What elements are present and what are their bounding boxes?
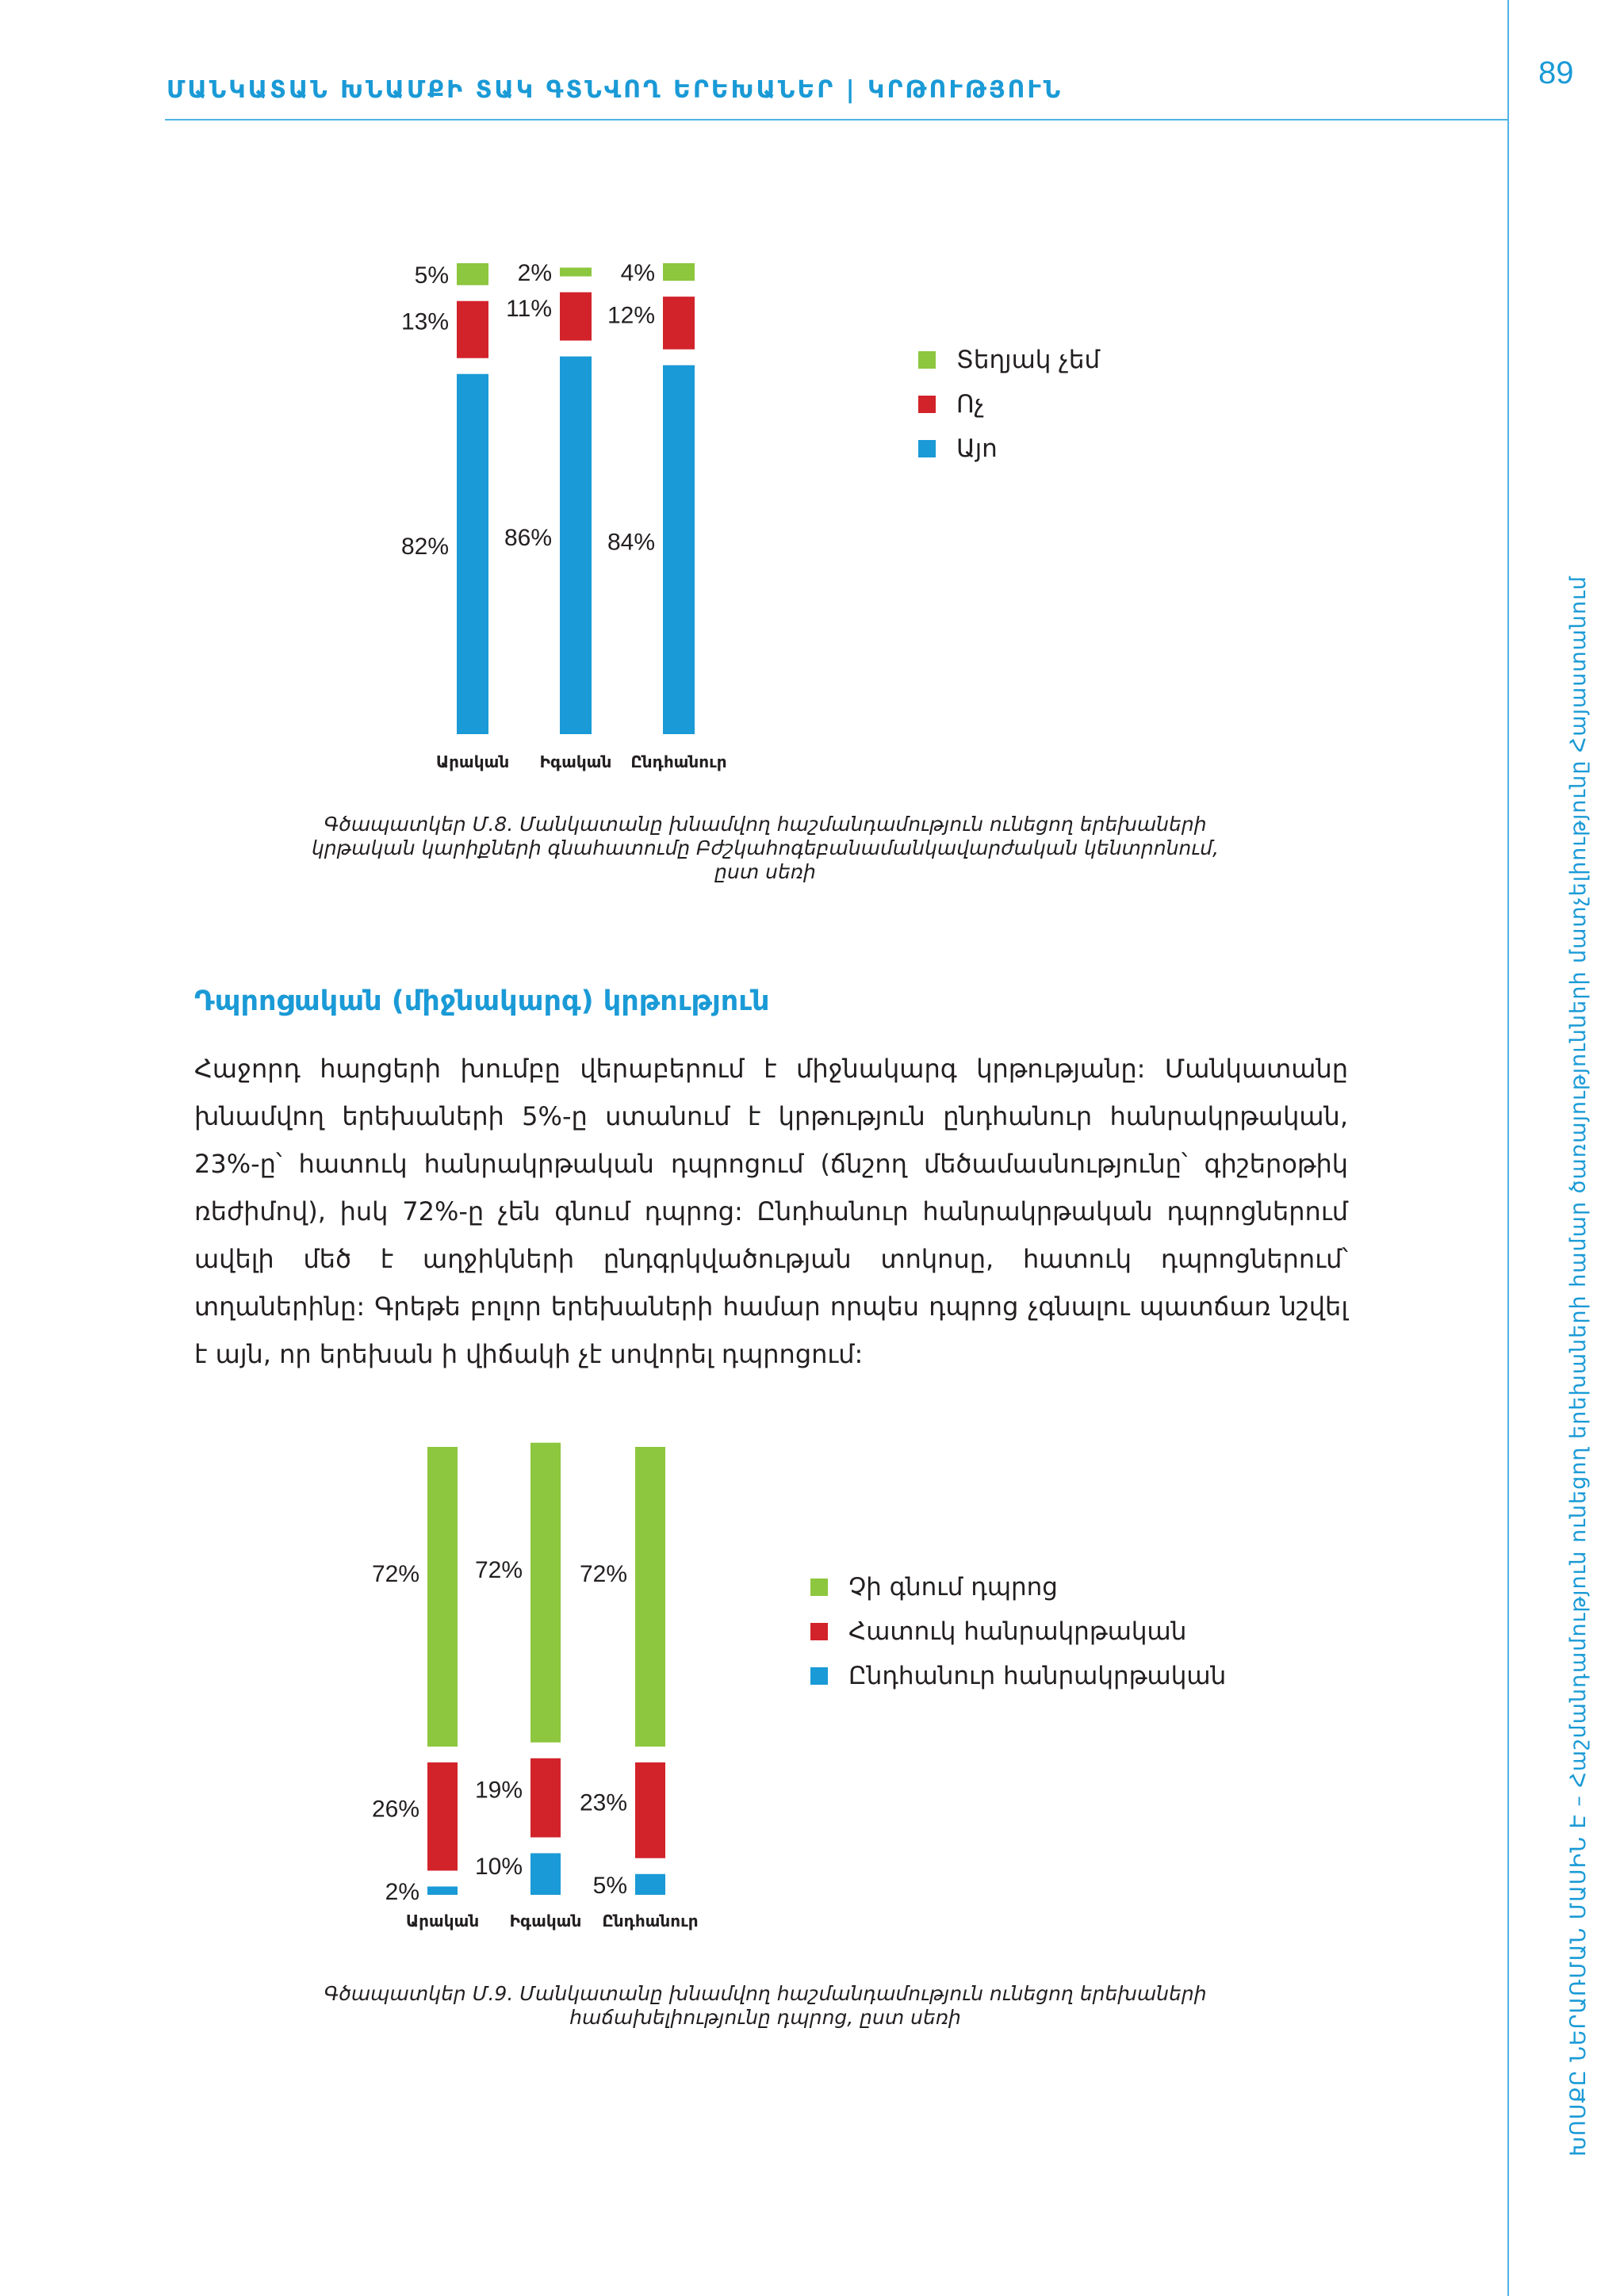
chart2-data-label: 5% [592,1872,627,1899]
legend-swatch-red [810,1623,828,1640]
legend-label: Հատուկ հանրակրթական [848,1617,1187,1646]
running-header: ՄԱՆԿԱՏԱՆ ԽՆԱՄՔԻ ՏԱԿ ԳՏՆՎՈՂ ԵՐԵԽԱՆԵՐ | ԿՐԹՈՒԹՅՈՒՆ [167,76,1063,104]
legend-label: Այո [956,434,998,463]
chart2-bar-Ընդհանուր-Ընդհանուր հանրակրթական [635,1874,665,1895]
page-number: 89 [1538,55,1574,90]
legend-item-no-school [810,1565,1226,1609]
chart1-data-label: 82% [400,533,449,560]
caption-line: Գծապատկեր Մ.9. Մանկատանը խնամվող հաշմանդամություն ունեցող երեխաների [324,1982,1207,2005]
legend-item-general-school [810,1654,1226,1698]
caption-line: հաճախելիությունը դպրոց, ըստ սեռի [569,2006,961,2029]
figure2-caption [270,1982,1261,2030]
chart2-category-label: Արական [405,1911,480,1931]
legend-label: Ոչ [956,390,985,419]
side-running-title: ԽՈՍՔԸ ՆԵՐԱՌՄԱՆ ՄԱՍԻՆ Է – Հաշմանդամություն ունեցող երեխաների համար ծառայությունների մատչելիությունը Հայաստանում [1566,576,1591,2156]
caption-line: կրթական կարիքների գնահատումը Բժշկահոգեբանամանկավարժական կենտրոնում, [312,836,1219,859]
legend-label: Ընդհանուր հանրակրթական [848,1662,1227,1690]
chart2-bar-Իգական-Չի գնում դպրոց [530,1443,561,1743]
chart1-data-label: 11% [506,296,552,323]
chart2-data-label: 72% [579,1561,627,1587]
chart1-category-label: Իգական [539,752,612,771]
chart2-bar-Արական-Չի գնում դպրոց [427,1447,458,1747]
chart1-data-label: 13% [400,308,449,335]
legend-label: Չի գնում դպրոց [848,1573,1058,1601]
chart2-category-label: Իգական [509,1911,582,1931]
legend-swatch-green [810,1578,828,1596]
caption-line: ըստ սեռի [714,860,816,883]
chart2-legend [810,1565,1226,1698]
chart2-bar-Արական-Ընդհանուր հանրակրթական [427,1887,458,1896]
chart2-data-label: 72% [371,1561,419,1587]
chart2-data-label: 23% [579,1789,627,1816]
chart2-data-label: 10% [474,1853,523,1880]
chart2-bar-Ընդհանուր-Չի գնում դպրոց [635,1447,665,1747]
chart1-category-label: Արական [435,752,510,771]
chart1-category-label: Ընդհանուր [630,752,727,771]
legend-label: Տեղյակ չեմ [956,346,1101,374]
chart2-data-label: 19% [474,1777,523,1804]
chart1-data-label: 5% [414,262,449,289]
caption-line: Գծապատկեր Մ.8. Մանկատանը խնամվող հաշմանդամություն ունեցող երեխաների [324,813,1207,836]
chart2-bar-Իգական-Հատուկ հանրակրթական [530,1758,561,1838]
chart2-bar-Արական-Հատուկ հանրակրթական [427,1762,458,1871]
body-paragraph: Հաջորդ հարցերի խումբը վերաբերում է միջնակարգ կրթությանը: Մանկատանը խնամվող երեխաների 5%-ը ստանում է կրթություն ընդհանուր հանրակրթական, 23%-ը՝ հատուկ հանրակրթական դպրոցում (ճնշող մեծամասնությունը՝ գիշերօթիկ ռեժիմով), իսկ 72%-ը չեն գնում դպրոց: Ընդհանուր հանրակրթական դպրոցներում ավելի մեծ է աղջիկների ընդգրկվածության տոկոսը, հատուկ դպրոցներում՝ տղաներինը: Գրեթե բոլոր երեխաների համար որպես դպրոց չգնալու պատճառ նշվել է այն, որ երեխան ի վիճակի չէ սովորել դպրոցում: [194,1054,1348,1369]
chart2-data-label: 72% [474,1556,523,1583]
chart1-data-label: 84% [607,529,655,556]
section-heading: Դպրոցական (միջնակարգ) կրթություն [194,985,770,1017]
chart2-category-label: Ընդհանուր [602,1911,699,1931]
chart2-bar-Իգական-Ընդհանուր հանրակրթական [530,1854,561,1896]
chart2-bar-Ընդհանուր-Հատուկ հանրակրթական [635,1762,665,1858]
chart1-data-label: 86% [504,524,552,551]
legend-swatch-blue [810,1667,828,1685]
chart2-data-label: 2% [385,1878,419,1905]
chart2-data-label: 26% [371,1796,419,1823]
chart1-data-label: 2% [517,260,552,287]
legend-item-special-school [810,1609,1226,1654]
chart1-data-label: 12% [607,302,655,329]
chart1-data-label: 4% [620,260,655,287]
